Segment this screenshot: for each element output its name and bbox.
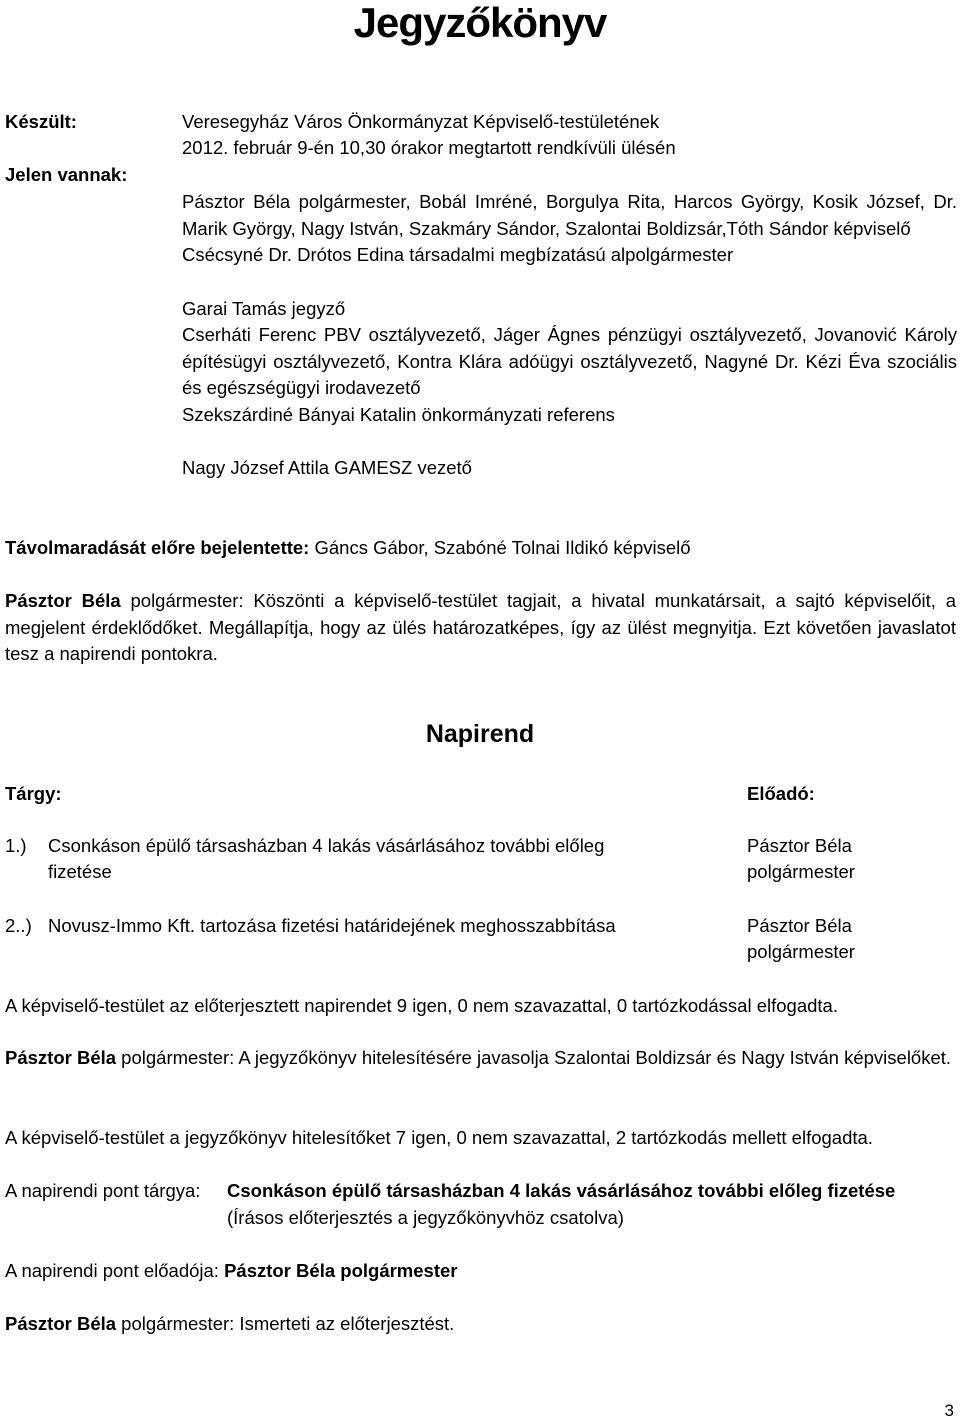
opening-paragraph — [5, 588, 956, 668]
authenticators-vote: A képviselő-testület a jegyzőkönyv hitelesítőket 7 igen, 0 nem szavazattal, 2 tartózkodás mellett elfogadta. — [5, 1127, 873, 1148]
item-speech-text: polgármester: Ismerteti az előterjesztést. — [116, 1313, 455, 1334]
document-title: Jegyzőkönyv — [353, 0, 607, 46]
agenda-item-1-subject-line-2: fizetése — [48, 861, 112, 882]
members-text: Pásztor Béla polgármester, Bobál Imréné, Borgulya Rita, Harcos György, Kosik József, Dr. Marik György, Nagy István, Szakmáry Sándor, Szalontai Boldizsár,Tóth Sándor képviselő — [182, 191, 957, 239]
item-presenter-label: A napirendi pont előadója: — [5, 1260, 225, 1281]
jelen-label: Jelen vannak: — [5, 164, 128, 185]
notary: Garai Tamás jegyző — [182, 298, 346, 319]
agenda-item-1-subject-line-1: Csonkáson épülő társasházban 4 lakás vásárlásához további előleg — [48, 835, 605, 856]
referent: Szekszárdiné Bányai Katalin önkormányzati referens — [182, 404, 615, 425]
agenda-vote: A képviselő-testület az előterjesztett napirendet 9 igen, 0 nem szavazattal, 0 tartózkodással elfogadta. — [5, 995, 838, 1016]
absent-names: Gáncs Gábor, Szabóné Tolnai Ildikó képviselő — [309, 537, 691, 558]
deputy-mayor: Csécsyné Dr. Drótos Edina társadalmi megbízatású alpolgármester — [182, 244, 734, 265]
opening-text: polgármester: Köszönti a képviselő-testület tagjait, a hivatal munkatársait, a sajtó képviselőit, a megjelent érdeklődőket. Megállapítja, hogy az ülés határozatképes, így az ülést megnyitja. Ezt követően javaslatot tesz a napirendi pontokra. — [5, 590, 956, 664]
item-presenter-line — [5, 1258, 905, 1285]
absent-paragraph — [5, 535, 956, 562]
authenticators-speaker: Pásztor Béla — [5, 1047, 117, 1068]
agenda-heading: Napirend — [425, 720, 535, 748]
item-subject-label: A napirendi pont tárgya: — [5, 1180, 201, 1201]
agenda-subject-header: Tárgy: — [5, 783, 62, 804]
item-speech — [5, 1311, 905, 1338]
agenda-item-1-presenter-line-1: Pásztor Béla — [747, 835, 852, 856]
agenda-item-2-subject-line-1: Novusz-Immo Kft. tartozása fizetési határidejének meghosszabbítása — [48, 915, 616, 936]
absent-label: Távolmaradását előre bejelentette: — [5, 537, 310, 558]
authenticators-paragraph — [5, 1045, 956, 1072]
item-attachment-note: (Írásos előterjesztés a jegyzőkönyvhöz csatolva) — [227, 1207, 624, 1228]
keszult-line-2: 2012. február 9-én 10,30 órakor megtartott rendkívüli ülésén — [182, 137, 676, 158]
item-subject: Csonkáson épülő társasházban 4 lakás vásárlásához további előleg fizetése — [227, 1180, 896, 1201]
item-speaker: Pásztor Béla — [5, 1313, 117, 1334]
page-number: 3 — [944, 1400, 954, 1420]
opening-speaker: Pásztor Béla — [5, 590, 121, 611]
agenda-item-1-number: 1.) — [5, 835, 27, 856]
authenticators-text: polgármester: A jegyzőkönyv hitelesítésére javasolja Szalontai Boldizsár és Nagy István képviselőket. — [116, 1047, 952, 1068]
agenda-item-2-presenter-line-2: polgármester — [747, 941, 855, 962]
keszult-label: Készült: — [5, 111, 77, 132]
agenda-item-2-number: 2..) — [5, 915, 32, 936]
agenda-item-2-presenter-line-1: Pásztor Béla — [747, 915, 852, 936]
keszult-line-1: Veresegyház Város Önkormányzat Képviselő-testületének — [182, 111, 660, 132]
gamesz-head: Nagy József Attila GAMESZ vezető — [182, 457, 472, 478]
item-presenter: Pásztor Béla polgármester — [224, 1260, 458, 1281]
agenda-item-1-presenter-line-2: polgármester — [747, 861, 855, 882]
agenda-presenter-header: Előadó: — [747, 783, 815, 804]
staff-text: Cserháti Ferenc PBV osztályvezető, Jáger Ágnes pénzügyi osztályvezető, Jovanović Károly építésügyi osztályvezető, Kontra Klára adóügyi osztályvezető, Nagyné Dr. Kézi Éva szociális és egészségügyi irodavezető — [182, 324, 957, 398]
